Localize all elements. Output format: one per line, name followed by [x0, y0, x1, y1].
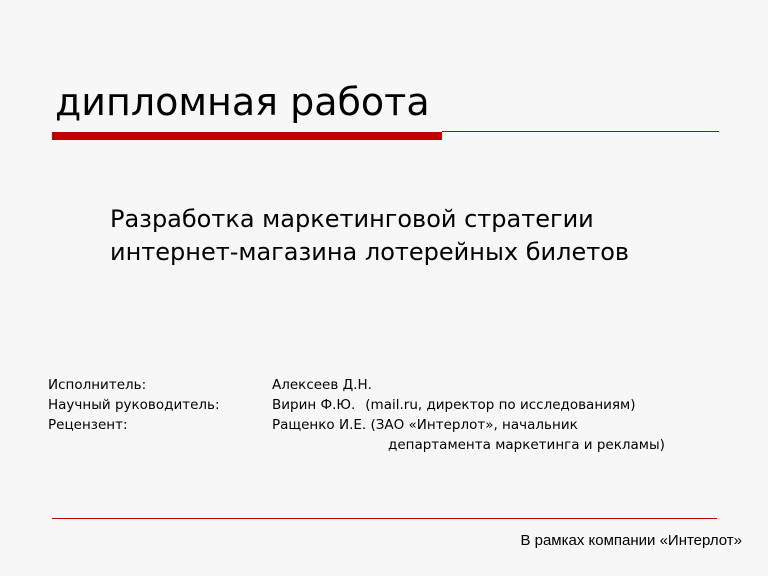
credit-person: Алексеев Д.Н. [272, 377, 372, 393]
slide-title: дипломная работа [55, 80, 430, 124]
footer-text: В рамках компании «Интерлот» [520, 532, 742, 549]
credit-role: Рецензент: [48, 417, 128, 433]
credit-person-name: Вирин Ф.Ю. [272, 397, 356, 413]
credit-person-note: (mail.ru, директор по исследованиям) [365, 397, 636, 413]
footer-divider [52, 518, 717, 519]
slide-subtitle [110, 203, 730, 269]
subtitle-line-1: Разработка маркетинговой стратегии [110, 205, 594, 233]
credit-role: Научный руководитель: [48, 397, 220, 413]
credit-continuation: департамента маркетинга и рекламы) [388, 437, 665, 453]
credit-person: Ращенко И.Е. (ЗАО «Интерлот», начальник [272, 417, 578, 433]
subtitle-line-2: интернет-магазина лотерейных билетов [110, 238, 630, 266]
credit-person [272, 395, 636, 415]
title-underline-thin [442, 131, 719, 132]
title-underline-thick [52, 132, 442, 140]
credit-role: Исполнитель: [48, 377, 147, 393]
